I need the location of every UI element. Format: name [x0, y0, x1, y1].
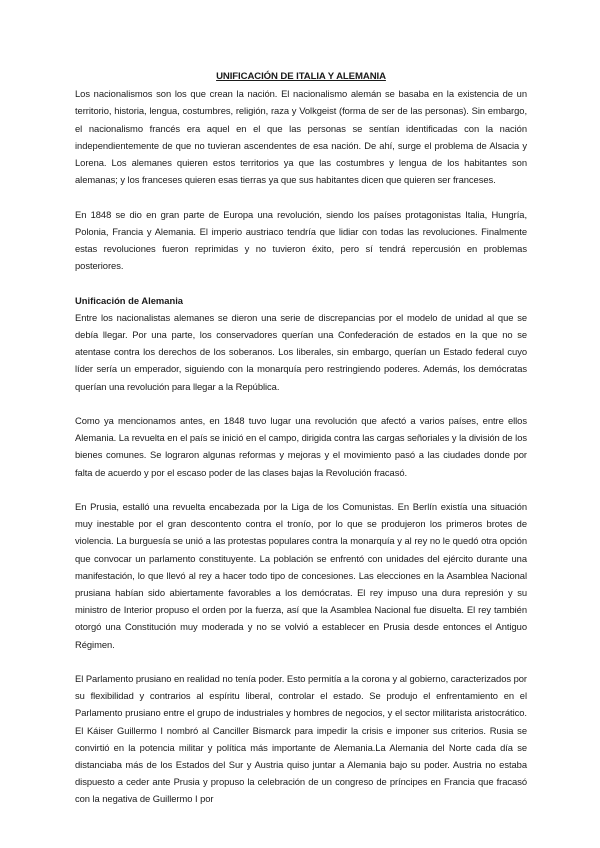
paragraph-discrepancies: Entre los nacionalistas alemanes se dieron una serie de discrepancias por el modelo de unidad al que se debía llegar. Por una parte, los conservadores querían una Confederación de estados en la que no se atentase contra los derechos de los soberanos. Los liberales, sin embargo, querían un Estado federal cuyo líder sería un emperador, siguiendo con la monarquía pero restringiendo poderes. Además, los demócratas querían una revolución para llegar a la República. — [75, 311, 527, 392]
section-heading: Unificación de Alemania — [75, 294, 184, 306]
paragraph-spacer — [75, 395, 527, 412]
paragraph-prussian-parliament: El Parlamento prusiano en realidad no tenía poder. Esto permitía a la corona y al gobierno, caracterizados por su flexibilidad y contrarios al espíritu liberal, controlar el estado. Se produjo el enfrentamiento en el Parlamento prusiano entre el grupo de industriales y hombres de negocios, y el sector militarista aristocrático. El Káiser Guillermo I nombró al Canciller Bismarck para impedir la crisis e imponer sus criterios. Rusia se convirtió en la potencia militar y política más importante de Alemania.La Alemania del Norte cada día se distanciaba más de los Estados del Sur y Austria quiso juntar a Alemania bajo su poder. Austria no estaba dispuesto a ceder ante Prusia y propuso la celebración de un congreso de príncipes en Francia que fracasó con la negativa de Guillermo I por — [75, 673, 527, 805]
paragraph-spacer — [75, 188, 527, 205]
paragraph-revolution-1848: En 1848 se dio en gran parte de Europa una revolución, siendo los países protagonistas Italia, Hungría, Polonia, Francia y Alemania. El imperio austriaco tendría que lidiar con todas las revoluciones. Finalmente estas revoluciones fueron reprimidas y no tuvieron éxito, pero sí tendrá repercusión en problemas posteriores. — [75, 208, 527, 272]
document-page — [75, 68, 527, 808]
paragraph-spacer — [75, 653, 527, 670]
paragraph-spacer — [75, 481, 527, 498]
paragraph-nationalisms: Los nacionalismos son los que crean la nación. El nacionalismo alemán se basaba en la existencia de un territorio, historia, lengua, costumbres, religión, raza y Volkgeist (forma de ser de las personas). Sin embargo, el nacionalismo francés era aquel en el que las personas se sentían identificadas con la nación independientemente de que no tuvieran ascendentes de esa nación. De ahí, surge el problema de Alsacia y Lorena. Los alemanes quieren estos territorios ya que las costumbres y lengua de los habitantes son alemanas; y los franceses quieren esas tierras ya que sus habitantes dicen que quieren ser franceses. — [75, 88, 527, 186]
paragraph-spacer — [75, 274, 527, 291]
document-title: UNIFICACIÓN DE ITALIA Y ALEMANIA — [216, 71, 386, 82]
paragraph-revolt-countryside: Como ya mencionamos antes, en 1848 tuvo lugar una revolución que afectó a varios países, entre ellos Alemania. La revuelta en el país se inició en el campo, dirigida contra las cargas señoriales y la división de los bienes comunes. Se lograron algunas reformas y mejoras y el movimiento pasó a las ciudades donde por falta de acuerdo y por el escaso poder de las clases bajas la Revolución fracasó. — [75, 415, 527, 478]
paragraph-prussia-revolt: En Prusia, estalló una revuelta encabezada por la Liga de los Comunistas. En Berlín existía una situación muy inestable por el gran descontento contra el tronío, por lo que se produjeron los primeros brotes de violencia. La burguesía se unió a las protestas populares contra la monarquía y al rey no le quedó otra opción que convocar un parlamento constituyente. La población se enfrentó con unidades del ejército durante una manifestación, lo que llevó al rey a hacer todo tipo de concesiones. Las elecciones en la Asamblea Nacional prusiana habían sido abiertamente favorables a los demócratas. El rey impuso una dura represión y su ministro de Interior propuso el orden por la fuerza, así que la Asamblea Nacional fue disuelta. El rey también otorgó una Constitución muy moderada y no se volvió a establecer en Prusia desde entonces el Antiguo Régimen. — [75, 501, 527, 650]
